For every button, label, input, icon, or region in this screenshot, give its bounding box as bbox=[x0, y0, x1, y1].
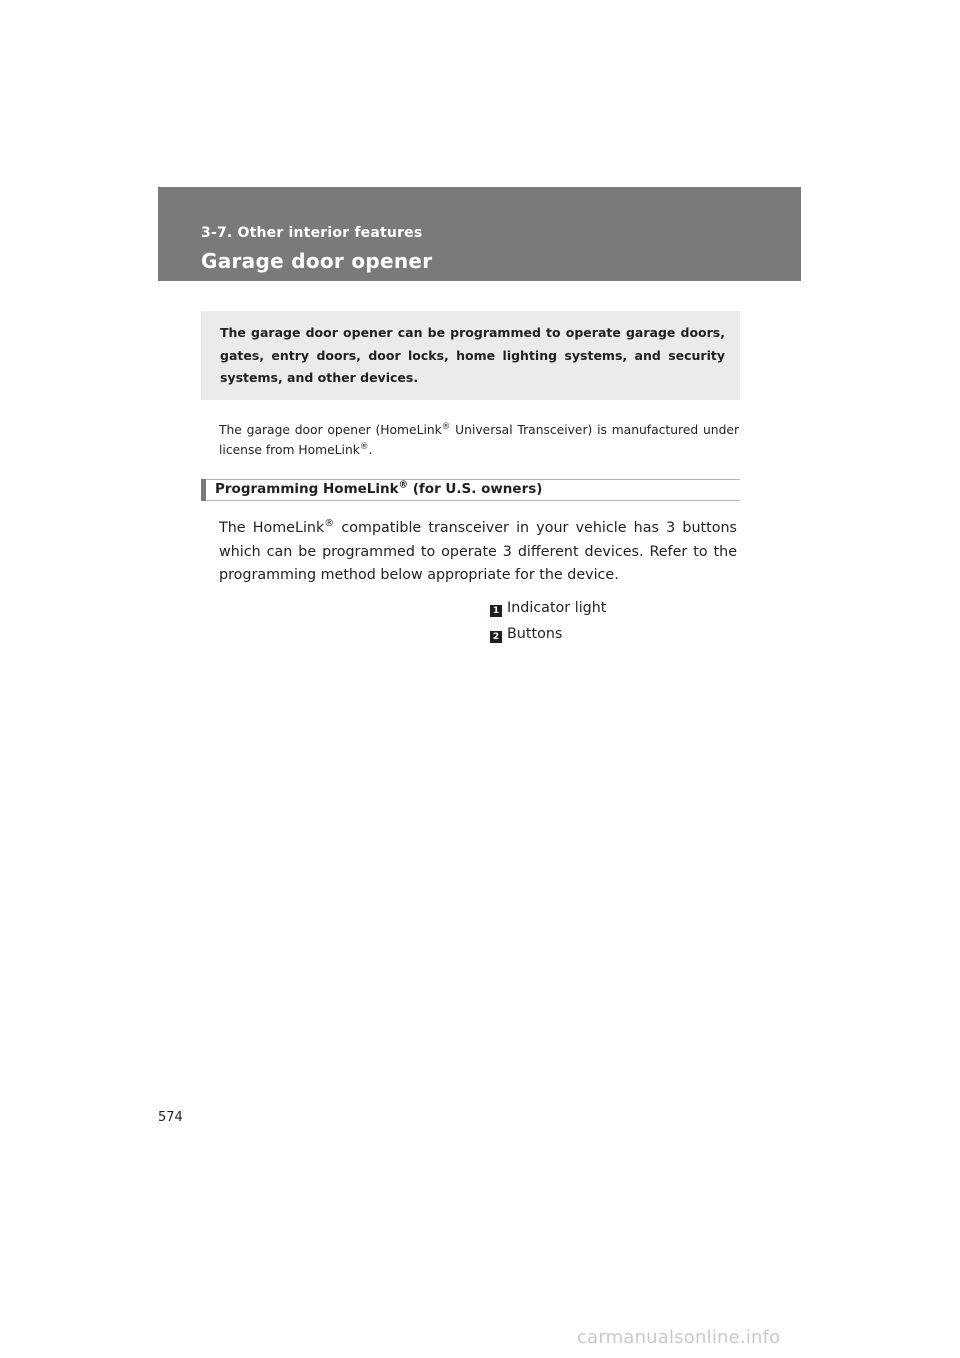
section-heading-bar bbox=[201, 479, 206, 501]
legend-number-marker: 2 bbox=[490, 631, 502, 643]
legend-label: Buttons bbox=[507, 626, 563, 642]
registered-mark: ® bbox=[359, 441, 369, 452]
header-bar bbox=[158, 187, 801, 281]
legend-number-marker: 1 bbox=[490, 605, 502, 617]
watermark: carmanualsonline.info bbox=[577, 1327, 781, 1348]
section-heading bbox=[201, 479, 740, 501]
section-heading-text-1: Programming HomeLink bbox=[215, 481, 399, 497]
license-note-text-2: Universal Transceiver) is manufactured under license from HomeLink bbox=[219, 423, 739, 457]
registered-mark: ® bbox=[398, 479, 409, 491]
body-text-1: The HomeLink bbox=[219, 520, 325, 536]
intro-box bbox=[201, 311, 740, 400]
license-note-text-1: The garage door opener (HomeLink bbox=[219, 423, 442, 437]
body-paragraph bbox=[219, 517, 737, 588]
page-title: Garage door opener bbox=[201, 249, 433, 273]
section-heading-text-2: (for U.S. owners) bbox=[408, 481, 543, 497]
registered-mark: ® bbox=[441, 421, 451, 432]
license-note bbox=[219, 420, 739, 460]
section-heading-text bbox=[215, 481, 542, 497]
body-text-2: compatible transceiver in your vehicle has 3 buttons which can be programmed to operate 3 different devices. Refer to the programming method below appropriate for the device. bbox=[219, 520, 737, 583]
registered-mark: ® bbox=[324, 518, 335, 530]
license-note-text-3: . bbox=[368, 443, 373, 457]
page-number: 574 bbox=[158, 1110, 183, 1125]
intro-text: The garage door opener can be programmed to operate garage doors, gates, entry doors, door locks, home lighting systems, and security systems, and other devices. bbox=[220, 325, 725, 385]
section-label: 3-7. Other interior features bbox=[201, 225, 423, 241]
legend-label: Indicator light bbox=[507, 600, 607, 616]
